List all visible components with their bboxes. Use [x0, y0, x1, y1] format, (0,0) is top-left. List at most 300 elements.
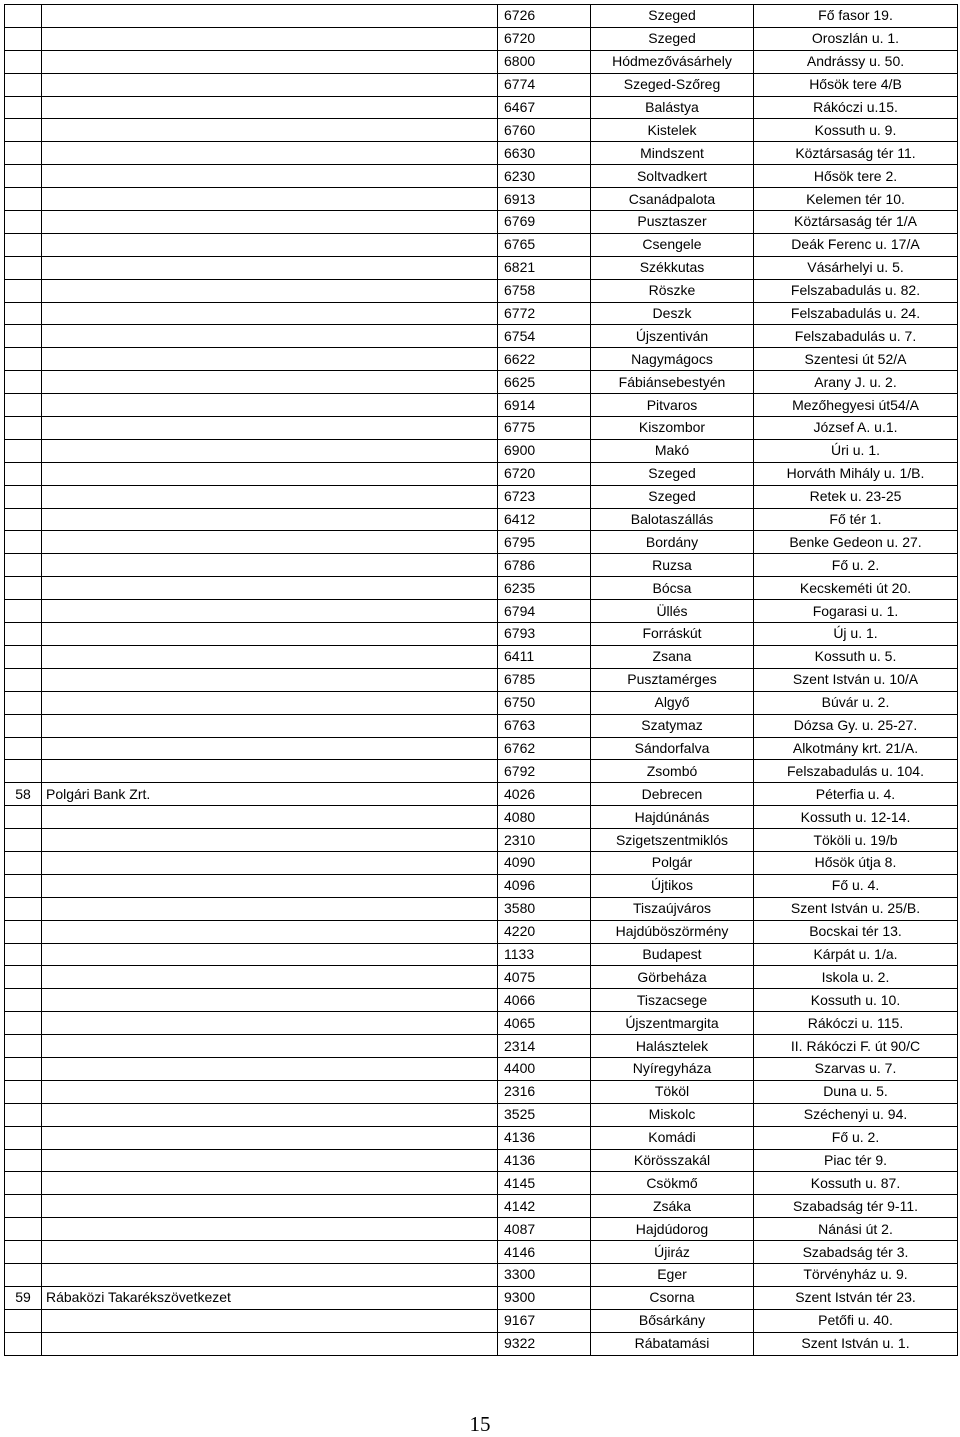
bank-name: [42, 1126, 498, 1149]
postal-code: 6762: [498, 737, 591, 760]
postal-code: 1133: [498, 943, 591, 966]
table-row: [5, 806, 958, 829]
city-name: Pusztamérges: [591, 668, 754, 691]
table-row: [5, 5, 958, 28]
row-number: [5, 417, 42, 440]
row-number: [5, 600, 42, 623]
row-number: [5, 966, 42, 989]
street-address: Szarvas u. 7.: [754, 1057, 958, 1080]
table-row: [5, 1035, 958, 1058]
row-number: [5, 691, 42, 714]
bank-name: [42, 279, 498, 302]
street-address: Fő u. 2.: [754, 554, 958, 577]
table-row: [5, 188, 958, 211]
table-row: [5, 737, 958, 760]
city-name: Szeged: [591, 27, 754, 50]
city-name: Forráskút: [591, 623, 754, 646]
row-number: [5, 73, 42, 96]
row-number: [5, 439, 42, 462]
city-name: Bordány: [591, 531, 754, 554]
row-number: [5, 256, 42, 279]
row-number: [5, 829, 42, 852]
postal-code: 6750: [498, 691, 591, 714]
table-row: [5, 1080, 958, 1103]
postal-code: 6720: [498, 462, 591, 485]
row-number: [5, 874, 42, 897]
postal-code: 6775: [498, 417, 591, 440]
street-address: Felszabadulás u. 7.: [754, 325, 958, 348]
table-row: [5, 966, 958, 989]
postal-code: 6786: [498, 554, 591, 577]
table-row: [5, 417, 958, 440]
table-row: [5, 623, 958, 646]
postal-code: 6800: [498, 50, 591, 73]
row-number: [5, 325, 42, 348]
bank-name: [42, 1172, 498, 1195]
row-number: [5, 27, 42, 50]
city-name: Hódmezővásárhely: [591, 50, 754, 73]
row-number: [5, 142, 42, 165]
city-name: Körösszakál: [591, 1149, 754, 1172]
bank-name: [42, 1218, 498, 1241]
city-name: Kiszombor: [591, 417, 754, 440]
row-number: [5, 1035, 42, 1058]
row-number: [5, 554, 42, 577]
table-row: [5, 371, 958, 394]
street-address: Retek u. 23-25: [754, 485, 958, 508]
street-address: Péterfia u. 4.: [754, 783, 958, 806]
street-address: Szent István u. 1.: [754, 1332, 958, 1355]
postal-code: 6411: [498, 645, 591, 668]
row-number: [5, 645, 42, 668]
street-address: Duna u. 5.: [754, 1080, 958, 1103]
bank-name: [42, 508, 498, 531]
row-number: [5, 760, 42, 783]
row-number: [5, 577, 42, 600]
bank-name: [42, 806, 498, 829]
table-row: [5, 989, 958, 1012]
bank-name: [42, 554, 498, 577]
bank-name: [42, 1057, 498, 1080]
row-number: [5, 1126, 42, 1149]
bank-name: [42, 119, 498, 142]
bank-name: Rábaközi Takarékszövetkezet: [42, 1286, 498, 1309]
street-address: Szent István tér 23.: [754, 1286, 958, 1309]
bank-name: [42, 348, 498, 371]
row-number: [5, 623, 42, 646]
city-name: Budapest: [591, 943, 754, 966]
row-number: [5, 1012, 42, 1035]
table-row: [5, 1172, 958, 1195]
table-row: [5, 325, 958, 348]
city-name: Csökmő: [591, 1172, 754, 1195]
table-row: [5, 279, 958, 302]
row-number: [5, 96, 42, 119]
bank-name: [42, 50, 498, 73]
street-address: Vásárhelyi u. 5.: [754, 256, 958, 279]
row-number: [5, 1332, 42, 1355]
postal-code: 6720: [498, 27, 591, 50]
row-number: [5, 371, 42, 394]
street-address: Szabadság tér 9-11.: [754, 1195, 958, 1218]
postal-code: 6769: [498, 211, 591, 234]
street-address: Mezőhegyesi út54/A: [754, 394, 958, 417]
postal-code: 4087: [498, 1218, 591, 1241]
bank-name: [42, 874, 498, 897]
bank-name: [42, 394, 498, 417]
bank-name: [42, 256, 498, 279]
bank-name: [42, 897, 498, 920]
city-name: Kistelek: [591, 119, 754, 142]
row-number: [5, 920, 42, 943]
row-number: [5, 1309, 42, 1332]
postal-code: 6726: [498, 5, 591, 28]
street-address: Kárpát u. 1/a.: [754, 943, 958, 966]
postal-code: 4145: [498, 1172, 591, 1195]
bank-name: [42, 668, 498, 691]
row-number: [5, 1103, 42, 1126]
row-number: [5, 1241, 42, 1264]
postal-code: 4146: [498, 1241, 591, 1264]
street-address: Kelemen tér 10.: [754, 188, 958, 211]
row-number: [5, 531, 42, 554]
street-address: Fő fasor 19.: [754, 5, 958, 28]
row-number: [5, 1080, 42, 1103]
street-address: József A. u.1.: [754, 417, 958, 440]
postal-code: 6622: [498, 348, 591, 371]
city-name: Nagymágocs: [591, 348, 754, 371]
bank-name: [42, 142, 498, 165]
bank-name: [42, 851, 498, 874]
row-number: [5, 50, 42, 73]
street-address: Rákóczi u. 115.: [754, 1012, 958, 1035]
table-row: [5, 600, 958, 623]
postal-code: 9300: [498, 1286, 591, 1309]
city-name: Pitvaros: [591, 394, 754, 417]
city-name: Zsáka: [591, 1195, 754, 1218]
postal-code: 6235: [498, 577, 591, 600]
row-number: [5, 897, 42, 920]
postal-code: 6913: [498, 188, 591, 211]
bank-name: [42, 623, 498, 646]
row-number: [5, 1149, 42, 1172]
bank-name: [42, 645, 498, 668]
street-address: Arany J. u. 2.: [754, 371, 958, 394]
city-name: Tiszacsege: [591, 989, 754, 1012]
bank-name: [42, 577, 498, 600]
bank-name: [42, 485, 498, 508]
table-row: [5, 1218, 958, 1241]
row-number: [5, 188, 42, 211]
row-number: [5, 1172, 42, 1195]
city-name: Szatymaz: [591, 714, 754, 737]
row-number: [5, 1057, 42, 1080]
city-name: Miskolc: [591, 1103, 754, 1126]
table-row: [5, 645, 958, 668]
table-row: [5, 577, 958, 600]
table-row: [5, 302, 958, 325]
table-row: [5, 1309, 958, 1332]
row-number: [5, 1263, 42, 1286]
table-row: [5, 394, 958, 417]
postal-code: 6792: [498, 760, 591, 783]
table-row: [5, 96, 958, 119]
city-name: Csorna: [591, 1286, 754, 1309]
postal-code: 9167: [498, 1309, 591, 1332]
table-row: [5, 668, 958, 691]
bank-name: [42, 966, 498, 989]
table-row: [5, 1012, 958, 1035]
bank-name: [42, 737, 498, 760]
table-row: [5, 348, 958, 371]
postal-code: 4075: [498, 966, 591, 989]
postal-code: 6630: [498, 142, 591, 165]
postal-code: 6625: [498, 371, 591, 394]
bank-name: [42, 714, 498, 737]
bank-name: [42, 5, 498, 28]
bank-name: [42, 165, 498, 188]
table-row: [5, 462, 958, 485]
street-address: Törvényház u. 9.: [754, 1263, 958, 1286]
city-name: Sándorfalva: [591, 737, 754, 760]
table-row: [5, 27, 958, 50]
table-row: [5, 1241, 958, 1264]
street-address: Szabadság tér 3.: [754, 1241, 958, 1264]
street-address: Búvár u. 2.: [754, 691, 958, 714]
table-row: [5, 1149, 958, 1172]
postal-code: 6467: [498, 96, 591, 119]
postal-code: 6793: [498, 623, 591, 646]
row-number: 59: [5, 1286, 42, 1309]
row-number: [5, 943, 42, 966]
city-name: Hajdúnánás: [591, 806, 754, 829]
street-address: Kossuth u. 5.: [754, 645, 958, 668]
postal-code: 4066: [498, 989, 591, 1012]
row-number: [5, 1218, 42, 1241]
bank-name: [42, 73, 498, 96]
bank-name: [42, 462, 498, 485]
postal-code: 4065: [498, 1012, 591, 1035]
row-number: [5, 737, 42, 760]
city-name: Újiráz: [591, 1241, 754, 1264]
street-address: Széchenyi u. 94.: [754, 1103, 958, 1126]
city-name: Szeged: [591, 5, 754, 28]
city-name: Hajdúdorog: [591, 1218, 754, 1241]
city-name: Újtikos: [591, 874, 754, 897]
street-address: Úri u. 1.: [754, 439, 958, 462]
bank-name: [42, 1309, 498, 1332]
city-name: Polgár: [591, 851, 754, 874]
postal-code: 6821: [498, 256, 591, 279]
city-name: Rábatamási: [591, 1332, 754, 1355]
table-row: [5, 1126, 958, 1149]
row-number: [5, 119, 42, 142]
city-name: Szeged: [591, 462, 754, 485]
city-name: Tiszaújváros: [591, 897, 754, 920]
postal-code: 4400: [498, 1057, 591, 1080]
bank-name: [42, 233, 498, 256]
postal-code: 9322: [498, 1332, 591, 1355]
bank-name: [42, 1195, 498, 1218]
bank-name: [42, 302, 498, 325]
postal-code: 3580: [498, 897, 591, 920]
city-name: Bócsa: [591, 577, 754, 600]
city-name: Balotaszállás: [591, 508, 754, 531]
city-name: Fábiánsebestyén: [591, 371, 754, 394]
city-name: Komádi: [591, 1126, 754, 1149]
table-row: [5, 851, 958, 874]
street-address: Hősök tere 2.: [754, 165, 958, 188]
row-number: [5, 1195, 42, 1218]
bank-name: [42, 1103, 498, 1126]
table-row: [5, 943, 958, 966]
street-address: Szent István u. 10/A: [754, 668, 958, 691]
street-address: Fő u. 2.: [754, 1126, 958, 1149]
postal-code: 6758: [498, 279, 591, 302]
city-name: Makó: [591, 439, 754, 462]
table-row: [5, 554, 958, 577]
postal-code: 6754: [498, 325, 591, 348]
postal-code: 2316: [498, 1080, 591, 1103]
bank-name: [42, 371, 498, 394]
table-row: [5, 714, 958, 737]
postal-code: 2310: [498, 829, 591, 852]
bank-name: [42, 188, 498, 211]
street-address: Tököli u. 19/b: [754, 829, 958, 852]
street-address: Kossuth u. 12-14.: [754, 806, 958, 829]
city-name: Deszk: [591, 302, 754, 325]
table-row: [5, 829, 958, 852]
city-name: Hajdúböszörmény: [591, 920, 754, 943]
city-name: Szeged-Szőreg: [591, 73, 754, 96]
street-address: Petőfi u. 40.: [754, 1309, 958, 1332]
table-row: [5, 1057, 958, 1080]
city-name: Zsombó: [591, 760, 754, 783]
row-number: [5, 989, 42, 1012]
table-row: [5, 783, 958, 806]
row-number: [5, 211, 42, 234]
street-address: Kossuth u. 87.: [754, 1172, 958, 1195]
row-number: [5, 485, 42, 508]
bank-name: [42, 211, 498, 234]
row-number: [5, 668, 42, 691]
postal-code: 6723: [498, 485, 591, 508]
table-row: [5, 1195, 958, 1218]
bank-name: [42, 96, 498, 119]
postal-code: 6765: [498, 233, 591, 256]
bank-name: Polgári Bank Zrt.: [42, 783, 498, 806]
city-name: Székkutas: [591, 256, 754, 279]
bank-name: [42, 600, 498, 623]
postal-code: 6412: [498, 508, 591, 531]
street-address: Hősök útja 8.: [754, 851, 958, 874]
postal-code: 4142: [498, 1195, 591, 1218]
postal-code: 4090: [498, 851, 591, 874]
bank-name: [42, 1080, 498, 1103]
table-row: [5, 142, 958, 165]
table-row: [5, 897, 958, 920]
table-row: [5, 256, 958, 279]
row-number: [5, 279, 42, 302]
street-address: Fogarasi u. 1.: [754, 600, 958, 623]
postal-code: 6794: [498, 600, 591, 623]
bank-name: [42, 1035, 498, 1058]
table-row: [5, 73, 958, 96]
row-number: [5, 462, 42, 485]
row-number: 58: [5, 783, 42, 806]
city-name: Újszentiván: [591, 325, 754, 348]
city-name: Üllés: [591, 600, 754, 623]
street-address: Kossuth u. 9.: [754, 119, 958, 142]
street-address: II. Rákóczi F. út 90/C: [754, 1035, 958, 1058]
street-address: Bocskai tér 13.: [754, 920, 958, 943]
table-row: [5, 439, 958, 462]
postal-code: 3525: [498, 1103, 591, 1126]
table-row: [5, 874, 958, 897]
bank-name: [42, 439, 498, 462]
city-name: Nyíregyháza: [591, 1057, 754, 1080]
table-row: [5, 1332, 958, 1355]
city-name: Ruzsa: [591, 554, 754, 577]
postal-code: 6760: [498, 119, 591, 142]
city-name: Röszke: [591, 279, 754, 302]
bank-name: [42, 1241, 498, 1264]
bank-name: [42, 1332, 498, 1355]
city-name: Algyő: [591, 691, 754, 714]
postal-code: 4136: [498, 1126, 591, 1149]
bank-name: [42, 1012, 498, 1035]
table-row: [5, 508, 958, 531]
bank-name: [42, 943, 498, 966]
street-address: Kossuth u. 10.: [754, 989, 958, 1012]
city-name: Újszentmargita: [591, 1012, 754, 1035]
branch-table: [4, 4, 958, 1356]
street-address: Iskola u. 2.: [754, 966, 958, 989]
row-number: [5, 851, 42, 874]
postal-code: 6795: [498, 531, 591, 554]
city-name: Szigetszentmiklós: [591, 829, 754, 852]
bank-name: [42, 325, 498, 348]
street-address: Szentesi út 52/A: [754, 348, 958, 371]
postal-code: 4220: [498, 920, 591, 943]
street-address: Hősök tere 4/B: [754, 73, 958, 96]
table-row: [5, 531, 958, 554]
row-number: [5, 508, 42, 531]
row-number: [5, 233, 42, 256]
city-name: Csanádpalota: [591, 188, 754, 211]
city-name: Soltvadkert: [591, 165, 754, 188]
city-name: Zsana: [591, 645, 754, 668]
street-address: Horváth Mihály u. 1/B.: [754, 462, 958, 485]
bank-name: [42, 417, 498, 440]
street-address: Piac tér 9.: [754, 1149, 958, 1172]
street-address: Nánási út 2.: [754, 1218, 958, 1241]
bank-name: [42, 1149, 498, 1172]
postal-code: 4096: [498, 874, 591, 897]
postal-code: 6900: [498, 439, 591, 462]
city-name: Csengele: [591, 233, 754, 256]
street-address: Fő tér 1.: [754, 508, 958, 531]
postal-code: 4026: [498, 783, 591, 806]
postal-code: 4136: [498, 1149, 591, 1172]
table-row: [5, 485, 958, 508]
table-row: [5, 233, 958, 256]
row-number: [5, 394, 42, 417]
row-number: [5, 348, 42, 371]
bank-name: [42, 531, 498, 554]
table-row: [5, 1263, 958, 1286]
postal-code: 4080: [498, 806, 591, 829]
